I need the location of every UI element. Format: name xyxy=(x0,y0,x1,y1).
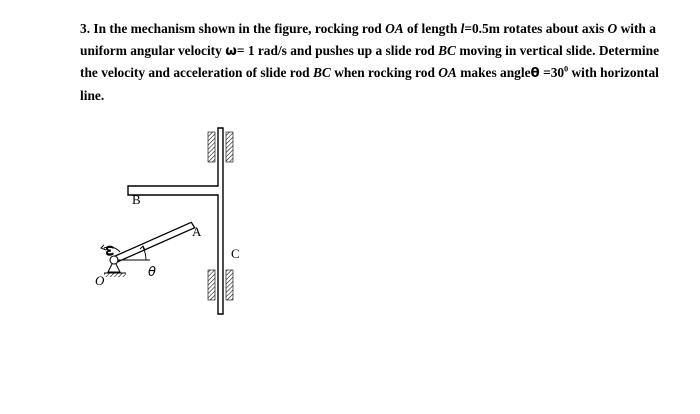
problem-text: In the mechanism shown in the figure, rocking rod xyxy=(93,21,382,36)
problem-text: when rocking rod xyxy=(334,65,435,80)
label-b: B xyxy=(132,192,141,207)
problem-text: makes angle xyxy=(460,65,531,80)
mechanism-figure xyxy=(80,120,260,320)
problem-text: =0.5m rotates about axis xyxy=(464,21,605,36)
label-c: C xyxy=(231,246,240,261)
problem-text: =30 xyxy=(543,65,565,80)
pivot-joint-o xyxy=(110,256,118,264)
label-a: A xyxy=(192,224,202,239)
rocking-rod-oa xyxy=(112,222,194,262)
problem-number: 3. xyxy=(80,21,91,36)
problem-statement xyxy=(80,18,680,106)
problem-text: of length xyxy=(407,21,458,36)
var-theta: θ xyxy=(530,66,540,81)
ground-hatch xyxy=(104,273,126,277)
guide-upper-left xyxy=(208,132,215,162)
guide-lower-left xyxy=(208,270,215,300)
problem-text: moving in vertical slide. Determine the velocity and acceleration of slide rod xyxy=(80,42,660,80)
var-oa: OA xyxy=(438,65,457,80)
problem-text: with a uniform angular velocity xyxy=(80,21,656,58)
var-oa: OA xyxy=(385,21,404,36)
guide-upper-right xyxy=(226,132,233,162)
degree-sup: 0 xyxy=(564,64,569,74)
var-omega: ω xyxy=(225,43,237,59)
label-theta: θ xyxy=(148,265,156,280)
var-bc: BC xyxy=(438,42,456,58)
label-omega: ω xyxy=(102,245,117,257)
var-o: O xyxy=(607,21,618,36)
var-l: l xyxy=(460,21,465,36)
label-o: O xyxy=(95,273,105,288)
problem-text: = 1 rad/s and pushes up a slide rod xyxy=(236,42,435,58)
problem-text: with horizontal line. xyxy=(80,65,659,103)
var-bc: BC xyxy=(312,65,331,80)
guide-lower-right xyxy=(226,270,233,300)
